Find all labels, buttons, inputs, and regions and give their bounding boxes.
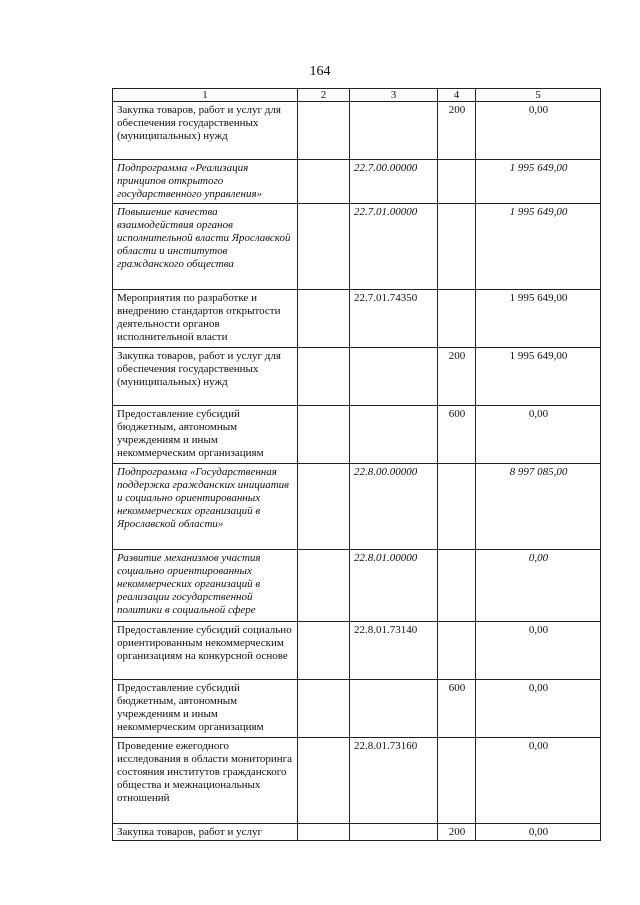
row-amount-cell: 0,00	[476, 738, 601, 824]
row-name-cell: Повышение качества взаимодействия органов исполнительной власти Ярославской области и институтов гражданского общества	[113, 204, 298, 290]
row-name-cell: Подпрограмма «Государственная поддержка гражданских инициатив и социально ориентированных некоммерческих организаций в Ярославской области»	[113, 464, 298, 550]
table-row	[113, 622, 601, 680]
row-code-cell	[350, 406, 438, 464]
row-column-2-cell	[298, 204, 350, 290]
table-row	[113, 160, 601, 204]
row-column-2-cell	[298, 680, 350, 738]
row-column-2-cell	[298, 622, 350, 680]
row-type-cell: 600	[438, 406, 476, 464]
row-amount-cell: 1 995 649,00	[476, 160, 601, 204]
row-code-cell	[350, 824, 438, 841]
table-row	[113, 348, 601, 406]
row-amount-cell: 0,00	[476, 680, 601, 738]
table-row	[113, 824, 601, 841]
row-column-2-cell	[298, 160, 350, 204]
row-code-cell: 22.8.01.73160	[350, 738, 438, 824]
column-header: 2	[298, 89, 350, 102]
row-code-cell: 22.8.00.00000	[350, 464, 438, 550]
table-row	[113, 738, 601, 824]
row-name-cell: Предоставление субсидий бюджетным, автономным учреждениям и иным некоммерческим организациям	[113, 406, 298, 464]
row-code-cell: 22.7.01.00000	[350, 204, 438, 290]
row-name-cell: Мероприятия по разработке и внедрению стандартов открытости деятельности органов исполнительной власти	[113, 290, 298, 348]
row-type-cell: 200	[438, 102, 476, 160]
column-header: 3	[350, 89, 438, 102]
table-row	[113, 102, 601, 160]
row-column-2-cell	[298, 738, 350, 824]
row-amount-cell: 8 997 085,00	[476, 464, 601, 550]
row-name-cell: Закупка товаров, работ и услуг	[113, 824, 298, 841]
row-column-2-cell	[298, 550, 350, 622]
table-row	[113, 680, 601, 738]
row-amount-cell: 0,00	[476, 406, 601, 464]
row-type-cell	[438, 204, 476, 290]
row-code-cell	[350, 102, 438, 160]
row-amount-cell: 1 995 649,00	[476, 204, 601, 290]
row-name-cell: Развитие механизмов участия социально ориентированных некоммерческих организаций в реализации государственной политики в социальной сфере	[113, 550, 298, 622]
row-type-cell	[438, 464, 476, 550]
row-column-2-cell	[298, 824, 350, 841]
row-type-cell: 600	[438, 680, 476, 738]
table-row	[113, 406, 601, 464]
row-code-cell: 22.8.01.00000	[350, 550, 438, 622]
row-column-2-cell	[298, 464, 350, 550]
row-name-cell: Закупка товаров, работ и услуг для обеспечения государственных (муниципальных) нужд	[113, 348, 298, 406]
column-header: 4	[438, 89, 476, 102]
row-amount-cell: 0,00	[476, 550, 601, 622]
row-name-cell: Проведение ежегодного исследования в области мониторинга состояния институтов гражданского общества и межнациональных отношений	[113, 738, 298, 824]
row-type-cell	[438, 622, 476, 680]
row-code-cell: 22.7.01.74350	[350, 290, 438, 348]
budget-table-body	[113, 89, 601, 841]
row-column-2-cell	[298, 406, 350, 464]
row-code-cell	[350, 680, 438, 738]
row-type-cell	[438, 550, 476, 622]
table-row	[113, 550, 601, 622]
row-column-2-cell	[298, 290, 350, 348]
row-code-cell	[350, 348, 438, 406]
row-name-cell: Предоставление субсидий социально ориентированным некоммерческим организациям на конкурсной основе	[113, 622, 298, 680]
row-type-cell: 200	[438, 824, 476, 841]
row-name-cell: Предоставление субсидий бюджетным, автономным учреждениям и иным некоммерческим организациям	[113, 680, 298, 738]
column-header: 1	[113, 89, 298, 102]
row-type-cell: 200	[438, 348, 476, 406]
row-name-cell: Подпрограмма «Реализация принципов открытого государственного управления»	[113, 160, 298, 204]
table-row	[113, 464, 601, 550]
row-amount-cell: 1 995 649,00	[476, 348, 601, 406]
row-amount-cell: 0,00	[476, 824, 601, 841]
row-column-2-cell	[298, 348, 350, 406]
page-number: 164	[309, 64, 331, 79]
budget-table	[112, 88, 601, 841]
row-amount-cell: 1 995 649,00	[476, 290, 601, 348]
row-name-cell: Закупка товаров, работ и услуг для обеспечения государственных (муниципальных) нужд	[113, 102, 298, 160]
row-amount-cell: 0,00	[476, 622, 601, 680]
row-code-cell: 22.7.00.00000	[350, 160, 438, 204]
row-column-2-cell	[298, 102, 350, 160]
row-type-cell	[438, 290, 476, 348]
table-row	[113, 204, 601, 290]
table-row	[113, 290, 601, 348]
table-header-row	[113, 89, 601, 102]
row-amount-cell: 0,00	[476, 102, 601, 160]
row-type-cell	[438, 738, 476, 824]
row-type-cell	[438, 160, 476, 204]
row-code-cell: 22.8.01.73140	[350, 622, 438, 680]
column-header: 5	[476, 89, 601, 102]
